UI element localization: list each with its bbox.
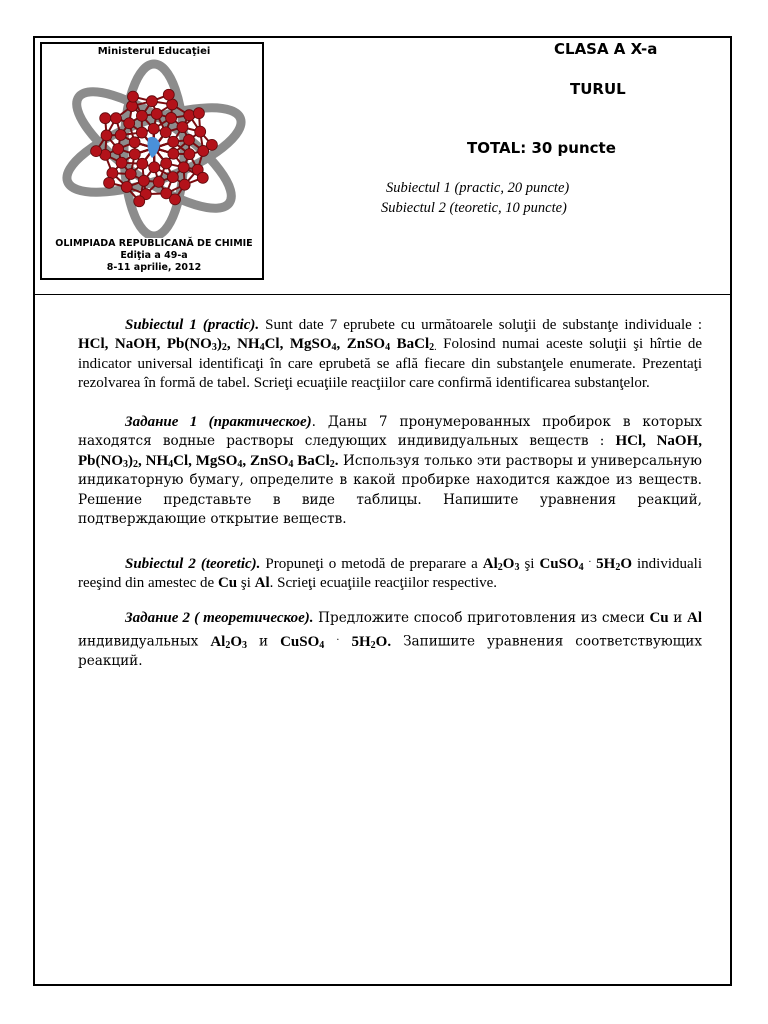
logo-ministry-text: Ministerul Educaţiei [97, 46, 211, 57]
subject1-points: Subiectul 1 (practic, 20 puncte) [386, 180, 570, 196]
round-heading: TURUL [570, 80, 626, 98]
subject2-points: Subiectul 2 (teoretic, 10 puncte) [381, 200, 567, 216]
logo-caption [42, 238, 264, 274]
task2-ru: Задание 2 ( теоретическое). Предложите способ приготовления из смеси Cu и Al индивидуальных $Al_2O_3$ и CuSO$_4$ . $5H_2O$. Запишите уравнения соответствующих реакций. [78, 610, 703, 670]
subject1-text: Sunt date 7 eprubete cu următoarele soluţii de substanţe individuale : [259, 317, 702, 333]
subject2-title: Subiectul 2 (teoretic). [125, 556, 261, 572]
task1-ru: Задание 1 (практическое). Даны 7 пронумерованных пробирок в которых находятся водные растворы следующих индивидуальных веществ : HCl, NaOH, $Pb(NO_3)_2$, $NH_4Cl$, MgSO$_4$, ZnSO$_4$ BaCl$_2$. Используя только эти растворы и универсальную индикаторную бумагу, определите в какой пробирке находится каждое из веществ. Решение представьте в виде таблицы. Напишите уравнения реакций, подтверждающие открытие веществ. [78, 414, 703, 528]
subject1-text-cont: Folosind numai aceste soluţii şi hîrtie de indicator universal identificaţi în care eprubetă se află fiecare din substanţele enumerate. Prezentaţi rezolvarea în formă de tabel. Scrieţi ecuaţiile reacţiilor care confirmă identificarea substanţelor. [78, 336, 703, 392]
task1-text: . Даны 7 пронумерованных пробирок в которых находятся водные растворы следующих индивидуальных веществ : [78, 414, 702, 450]
task1-title: Задание 1 (практическое) [125, 414, 312, 430]
header-divider [35, 294, 730, 295]
task2-title: Задание 2 ( теоретическое). [125, 610, 314, 626]
logo-edition: Ediţia a 49-a [120, 250, 188, 261]
subject1-ro: Subiectul 1 (practic). Sunt date 7 eprubete cu următoarele soluţii de substanţe individuale : HCl, NaOH, $Pb(NO_3)_2$, $NH_4Cl$, MgSO$_4$, ZnSO$_4$ BaCl$_{2.}$ Folosind numai aceste soluţii şi hîrtie de indicator universal identificaţi în care eprubetă se află fiecare din substanţele enumerate. Prezentaţi rezolvarea în formă de tabel. Scrieţi ecuaţiile reacţiilor care confirmă identificarea substanţelor. [78, 317, 703, 392]
olympiad-logo [40, 42, 264, 280]
subject1-formulas: HCl, NaOH, $Pb(NO_3)_2$, $NH_4Cl$, MgSO$_4$, ZnSO$_4$ BaCl$_2$ [78, 336, 435, 354]
subject1-title: Subiectul 1 (practic). [125, 317, 260, 333]
subject2-ro: Subiectul 2 (teoretic). Propuneţi o metodă de preparare a $Al_2O_3$ şi CuSO$_4$ . $5H_2O$ individuali reeşind din amestec de Cu şi Al. Scrieţi ecuaţiile reacţiilor respective. [78, 554, 702, 592]
task1-formulas: HCl, NaOH, $Pb(NO_3)_2$, $NH_4Cl$, MgSO$_4$, ZnSO$_4$ BaCl$_2$ [78, 433, 702, 470]
total-points: TOTAL: 30 puncte [467, 139, 616, 157]
task1-text-cont: Используя только эти растворы и универсальную индикаторную бумагу, определите в какой пробирке находится каждое из веществ. Решение представьте в виде таблицы. Напишите уравнения реакций, подтверждающие открытие веществ. [78, 452, 703, 528]
fullerene-atom-icon [50, 58, 258, 238]
class-heading: CLASA A X-a [554, 40, 658, 58]
logo-dates: 8-11 aprilie, 2012 [106, 262, 202, 273]
logo-olympiad-name: OLIMPIADA REPUBLICANĂ DE CHIMIE [55, 238, 253, 249]
